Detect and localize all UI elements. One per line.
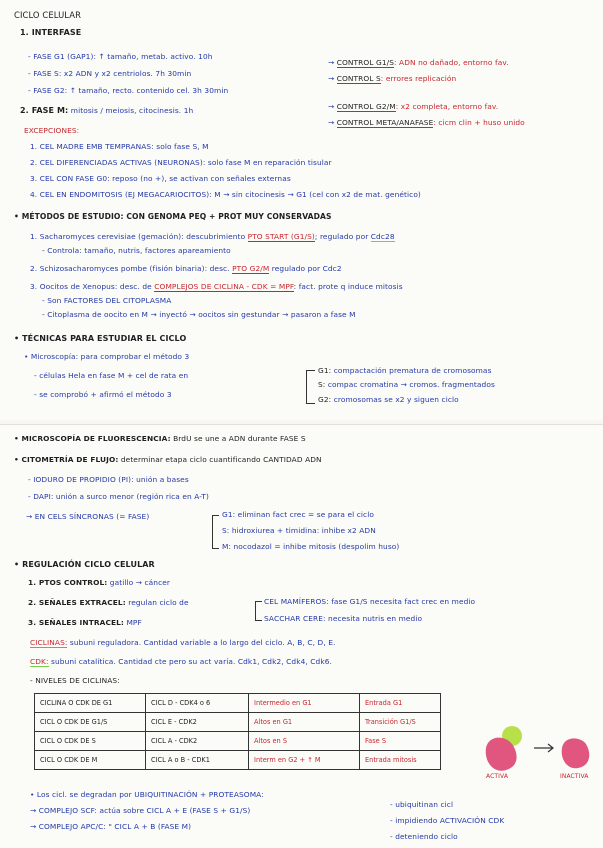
bracket: [255, 601, 262, 621]
tecnicas-g1: [318, 366, 492, 376]
table-cell: Interm en G2 + ↑ M: [249, 751, 360, 770]
page-title: CICLO CELULAR: [14, 10, 82, 20]
ptos-control: [28, 578, 170, 588]
tecnicas-s-text: compac cromatina → cromos. fragmentados: [327, 380, 495, 389]
table-cell: CICLINA O CDK DE G1: [35, 694, 146, 713]
tecnicas-g2-text: cromosomas se x2 y siguen ciclo: [333, 395, 459, 404]
excepcion-item: 4. CEL EN ENDOMITOSIS (EJ MEGACARIOCITOS): M → sin citocinesis → G1 (cel con x2 de mat. genético): [30, 190, 421, 199]
control-s-text: : errores replicación: [380, 74, 457, 83]
senales-intracel-label: 3. SEÑALES INTRACEL:: [28, 618, 124, 627]
sacch-sub: - Controla: tamaño, nutris, factores apareamiento: [42, 246, 231, 255]
table-cell: CICL O CDK DE M: [35, 751, 146, 770]
tecnicas-s-label: S:: [318, 380, 326, 389]
cyclin-cdk-illustration: [482, 722, 600, 782]
degradacion-result: - deteniendo ciclo: [390, 832, 458, 841]
excepcion-item: 1. CEL MADRE EMB TEMPRANAS: solo fase S, M: [30, 142, 209, 151]
tecnicas-g1-label: G1:: [318, 366, 332, 375]
control-meta-label: CONTROL META/ANAFASE: [336, 118, 434, 127]
control-g2m: → CONTROL G2/M: x2 completa, entorno fav.: [328, 102, 499, 111]
ciclinas-line: [30, 638, 335, 648]
excepciones-heading: EXCEPCIONES:: [24, 126, 80, 135]
inactiva-label: INACTIVA: [560, 773, 589, 780]
fase-g2: - FASE G2: ↑ tamaño, recto. contenido cel. 3h 30min: [28, 86, 229, 95]
degradacion-line: • Los cicl. se degradan por UBIQUITINACIÓN + PROTEASOMA:: [30, 790, 264, 799]
tecnicas-g2-label: G2:: [318, 395, 332, 404]
sacch-line: [30, 232, 395, 242]
table-cell: CICL E - CDK2: [146, 713, 249, 732]
ioduro-line: - IODURO DE PROPIDIO (PI): unión a bases: [28, 475, 189, 484]
table-row: [35, 713, 441, 732]
schizo-c: regulado por Cdc2: [271, 264, 342, 273]
regulacion-heading: • REGULACIÓN CICLO CELULAR: [14, 560, 155, 569]
fase-m: [20, 106, 193, 116]
pto-g2m: PTO G2/M: [232, 264, 270, 273]
fluorescencia-text: BrdU se une a ADN durante FASE S: [173, 434, 306, 443]
activa-label: ACTIVA: [486, 773, 509, 780]
excepcion-item: 2. CEL DIFERENCIADAS ACTIVAS (NEURONAS): solo fase M en reparación tisular: [30, 158, 332, 167]
xen-a: 3. Oocitos de Xenopus: desc. de: [30, 282, 152, 291]
fase-m-text: mitosis / meiosis, citocinesis. 1h: [70, 106, 194, 115]
senales-extracel-text: regulan ciclo de: [128, 598, 189, 607]
table-row: [35, 751, 441, 770]
table-row: [35, 732, 441, 751]
sinc-m: M: nocodazol = inhibe mitosis (despolim huso): [222, 542, 400, 551]
control-g1s: → CONTROL G1/S: ADN no dañado, entorno fav.: [328, 58, 509, 67]
fase-g1: - FASE G1 (GAP1): ↑ tamaño, metab. activo. 10h: [28, 52, 213, 61]
control-s: → CONTROL S: errores replicación: [328, 74, 457, 83]
table-cell: Altos en G1: [249, 713, 360, 732]
tecnicas-g1-text: compactación prematura de cromosomas: [333, 366, 492, 375]
fase-s: - FASE S: x2 ADN y x2 centriolos. 7h 30min: [28, 69, 192, 78]
control-meta-text: : cicm clin + huso unido: [433, 118, 525, 127]
sinc-s: S: hidroxiurea + timidina: inhibe x2 ADN: [222, 526, 376, 535]
control-g2m-text: : x2 completa, entorno fav.: [395, 102, 499, 111]
ptos-control-label: 1. PTOS CONTROL:: [28, 578, 108, 587]
cel-mamiferos: CEL MAMÍFEROS: fase G1/S necesita fact crec en medio: [264, 597, 476, 606]
control-g1s-text: : ADN no dañado, entorno fav.: [394, 58, 509, 67]
schizo-line: [30, 264, 342, 274]
table-cell: CICL A o B - CDK1: [146, 751, 249, 770]
table-cell: CICL A - CDK2: [146, 732, 249, 751]
table-cell: CICL O CDK DE G1/S: [35, 713, 146, 732]
table-cell: Transición G1/S: [360, 713, 441, 732]
control-g2m-label: CONTROL G2/M: [336, 102, 396, 111]
cdk-text: subuni catalítica. Cantidad cte pero su act varía. Cdk1, Cdk2, Cdk4, Cdk6.: [51, 657, 332, 666]
senales-extracel: [28, 598, 189, 608]
celulas-sincronas: → EN CELS SÍNCRONAS (= FASE): [26, 512, 150, 521]
ptos-control-text: gatillo → cáncer: [109, 578, 171, 587]
complejo-scf: → COMPLEJO SCF: actúa sobre CICL A + E (FASE S + G1/S): [30, 806, 251, 815]
xenopus-sub: - Son FACTORES DEL CITOPLASMA: [42, 296, 172, 305]
senales-intracel: [28, 618, 142, 628]
ciclinas-label: CICLINAS:: [30, 638, 68, 647]
ciclinas-text: subuni reguladora. Cantidad variable a lo largo del ciclo. A, B, C, D, E.: [69, 638, 336, 647]
control-g1s-label: CONTROL G1/S: [336, 58, 395, 67]
excepcion-item: 3. CEL CON FASE G0: reposo (no +), se activan con señales externas: [30, 174, 291, 183]
complejos-ciclina: COMPLEJOS DE CICLINA - CDK = MPF: [154, 282, 294, 291]
senales-intracel-text: MPF: [126, 618, 142, 627]
table-cell: CICL O CDK DE S: [35, 732, 146, 751]
interfase-heading: 1. INTERFASE: [20, 28, 82, 37]
niveles-heading: - NIVELES DE CICLINAS:: [30, 676, 120, 685]
xen-c: : fact. prote q induce mitosis: [293, 282, 403, 291]
table-row: [35, 694, 441, 713]
tecnicas-s: [318, 380, 495, 390]
notes-sheet-bottom: [0, 424, 603, 848]
fluorescencia-label: • MICROSCOPÍA DE FLUORESCENCIA:: [14, 434, 171, 443]
schizo-a: 2. Schizosacharomyces pombe (fisión binaria): desc.: [30, 264, 230, 273]
table-cell: CICL D - CDK4 o 6: [146, 694, 249, 713]
cdk-label: CDK:: [30, 657, 49, 666]
se-comprobo: - se comprobó + afirmó el método 3: [34, 390, 172, 399]
degradacion-result: - impidiendo ACTIVACIÓN CDK: [390, 816, 505, 825]
cdc28: Cdc28: [370, 232, 395, 241]
sacchar-cere: SACCHAR CERE: necesita nutris en medio: [264, 614, 423, 623]
citometria-label: • CITOMETRÍA DE FLUJO:: [14, 455, 119, 464]
tecnicas-g2: [318, 395, 459, 405]
cdk-line: [30, 657, 332, 667]
fluorescencia-line: [14, 434, 306, 444]
fase-m-heading: 2. FASE M:: [20, 106, 69, 115]
pto-start: PTO START (G1/S): [247, 232, 315, 241]
table-cell: Entrada mitosis: [360, 751, 441, 770]
table-cell: Fase S: [360, 732, 441, 751]
celulas-hela: - células Hela en fase M + cel de rata en: [34, 371, 189, 380]
citometria-text: determinar etapa ciclo cuantificando CANTIDAD ADN: [120, 455, 322, 464]
tecnicas-heading: • TÉCNICAS PARA ESTUDIAR EL CICLO: [14, 334, 187, 343]
metodos-heading: • MÉTODOS DE ESTUDIO: CON GENOMA PEQ + PROT MUY CONSERVADAS: [14, 212, 332, 221]
citometria-line: [14, 455, 322, 465]
sinc-g1: G1: eliminan fact crec = se para el ciclo: [222, 510, 374, 519]
sacch-a: 1. Sacharomyces cerevisiae (gemación): descubrimiento: [30, 232, 246, 241]
complejo-apc: → COMPLEJO APC/C: " CICL A + B (FASE M): [30, 822, 192, 831]
control-meta-anafase: → CONTROL META/ANAFASE: cicm clin + huso unido: [328, 118, 525, 127]
xenopus-line: [30, 282, 403, 292]
microscopia-line: • Microscopía: para comprobar el método 3: [24, 352, 190, 361]
degradacion-result: - ubiquitinan cicl: [390, 800, 454, 809]
table-cell: Intermedio en G1: [249, 694, 360, 713]
xenopus-sub: - Citoplasma de oocito en M → inyectó → oocitos sin gestundar → pasaron a fase M: [42, 310, 356, 319]
table-cell: Entrada G1: [360, 694, 441, 713]
sacch-c: ; regulado por: [314, 232, 369, 241]
control-s-label: CONTROL S: [336, 74, 381, 83]
bracket: [212, 515, 219, 549]
senales-extracel-label: 2. SEÑALES EXTRACEL:: [28, 598, 126, 607]
dapi-line: - DAPI: unión a surco menor (región rica en A-T): [28, 492, 209, 501]
bracket: [306, 370, 315, 404]
niveles-table: [34, 693, 441, 770]
table-cell: Altos en S: [249, 732, 360, 751]
